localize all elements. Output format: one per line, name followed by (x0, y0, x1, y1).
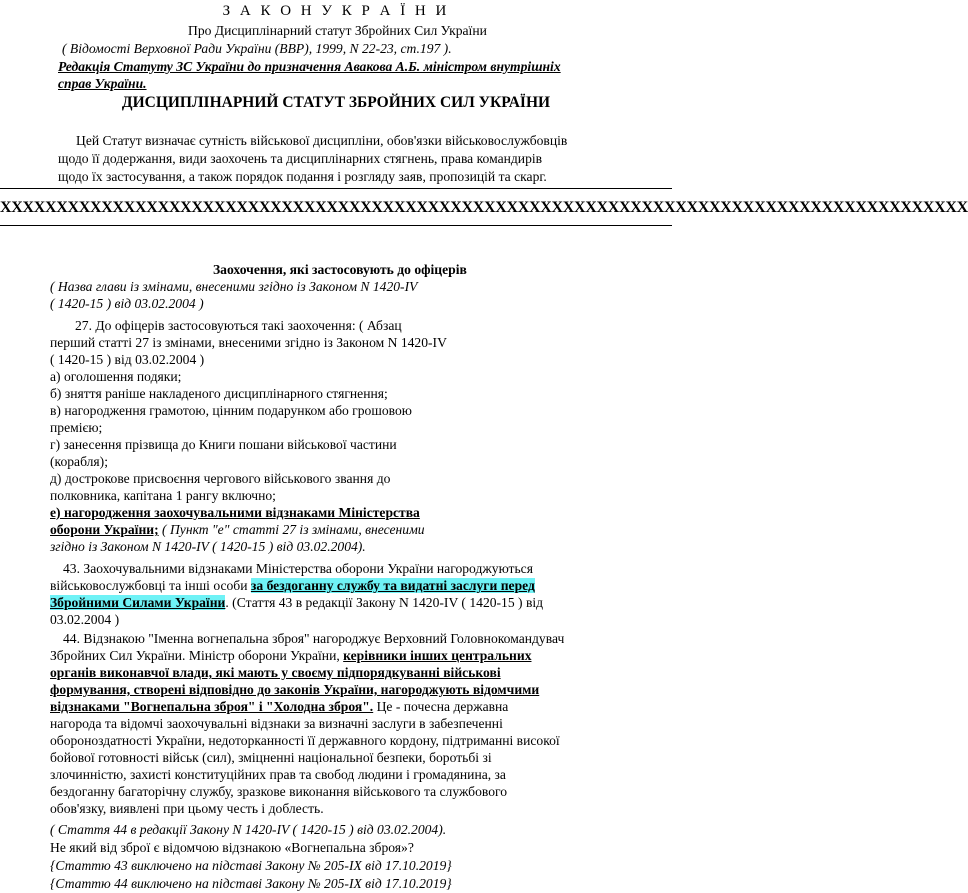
statute-title: ДИСЦИПЛІНАРНИЙ СТАТУТ ЗБРОЙНИХ СИЛ УКРАЇНИ (121, 94, 551, 111)
article-44-line-4: формування, створені відповідно до законів України, нагороджують відомчими (50, 682, 540, 697)
article-43-line-3-text: . (Стаття 43 в редакції Закону N 1420-IV ( 1420-15 ) від (225, 595, 544, 610)
article-44-line-2-text: Збройних Сил України. Міністр оборони України, (50, 648, 344, 663)
article-44-line-7: обороноздатності України, недоторканності її державного кордону, підтриманні високої (50, 733, 560, 748)
article-27-item-v-line-2: премією; (50, 420, 103, 435)
top-divider (0, 188, 672, 189)
article-44-note: ( Стаття 44 в редакції Закону N 1420-IV ( 1420-15 ) від 03.02.2004). (50, 822, 447, 837)
article-44-line-9: злочинністю, захисті конституційних прав та свобод людини і громадянина, за (50, 767, 506, 782)
article-44-line-10: бездоганну багаторічну службу, зразкове виконання військового та службового (50, 784, 508, 799)
article-27-line-2: перший статті 27 із змінами, внесеними згідно із Законом N 1420-IV (50, 335, 447, 350)
article-44-line-6: нагорода та відомчі заохочувальні відзнаки за визначні заслуги в забезпеченні (50, 716, 503, 731)
separator-row: XXXXXXXXXXXXXXXXXXXXXXXXXXXXXXXXXXXXXXXXXXXXXXXXXXXXXXXXXXXXXXXXXXXXXXXXXXXXXXXXXXXXXX (0, 199, 968, 216)
article-44-line-1: 44. Відзнакою "Іменна вогнепальна зброя" нагороджує Верховний Головнокомандувач (63, 631, 565, 646)
law-heading: З А К О Н У К Р А Ї Н И (222, 3, 450, 19)
intro-line-3: щодо їх застосування, а також порядок подання і розгляду заяв, пропозицій та скарг. (58, 169, 547, 184)
article-27-item-g-line-1: г) занесення прізвища до Книги пошани військової частини (50, 437, 397, 452)
article-43-line-2-text: військовослужбовці та інші особи (50, 578, 251, 593)
article-27-item-e-line-1: е) нагородження заохочувальними відзнаками Міністерства (50, 505, 420, 520)
article-27-item-e-line-2 (50, 521, 425, 538)
article-43-line-3 (50, 594, 543, 611)
intro-line-2: щодо її додержання, види заохочень та дисциплінарних стягнень, права командирів (58, 151, 543, 166)
article-27-item-a: а) оголошення подяки; (50, 369, 182, 384)
article-43-highlight-1: за бездоганну службу та видатні заслуги перед (250, 578, 535, 593)
section-note-line-2: ( 1420-15 ) від 03.02.2004 ) (50, 296, 204, 311)
article-44-line-8: бойової готовності військ (сил), зміцненні національної безпеки, боротьбі зі (50, 750, 492, 765)
edition-note-line-2: справ України. (58, 76, 147, 91)
article-27-item-d-line-2: полковника, капітана 1 рангу включно; (50, 488, 276, 503)
article-44-line-11: обов'язку, виявлені при цьому честь і доблесть. (50, 801, 324, 816)
article-44-bold-1: керівники інших центральних (343, 648, 532, 663)
section-title: Заохочення, які застосовують до офіцерів (213, 262, 467, 277)
article-27-item-e-line-3: згідно із Законом N 1420-IV ( 1420-15 ) від 03.02.2004). (50, 539, 366, 554)
article-43-line-2 (50, 577, 535, 594)
article-27-item-e-note: ( Пункт "е" статті 27 із змінами, внесеними (158, 522, 425, 537)
edition-note-line-1: Редакція Статуту ЗС України до призначення Авакова А.Б. міністром внутрішніх (58, 59, 561, 74)
exclusion-article-44: {Статтю 44 виключено на підставі Закону № 205-IX від 17.10.2019} (50, 876, 452, 891)
article-43-highlight-2: Збройними Силами України (50, 595, 226, 610)
article-27-item-b: б) зняття раніше накладеного дисциплінарного стягнення; (50, 386, 388, 401)
article-27-line-1: 27. До офіцерів застосовуються такі заохочення: ( Абзац (75, 318, 402, 333)
bottom-divider (0, 225, 672, 226)
article-27-item-v-line-1: в) нагородження грамотою, цінним подарунком або грошовою (50, 403, 412, 418)
article-44-line-5 (50, 698, 508, 715)
article-44-bold-2: відзнаками "Вогнепальна зброя" і "Холодна зброя". (50, 699, 374, 714)
article-44-line-2 (50, 647, 532, 664)
article-27-item-d-line-1: д) дострокове присвоєння чергового військового звання до (50, 471, 391, 486)
exclusion-article-43: {Статтю 43 виключено на підставі Закону № 205-IX від 17.10.2019} (50, 858, 452, 873)
source-reference: ( Відомості Верховної Ради України (ВВР), 1999, N 22-23, ст.197 ). (62, 41, 452, 56)
article-27-item-e-bold: оборони України; (50, 522, 159, 537)
article-44-line-5-text: Це - почесна державна (373, 699, 509, 714)
intro-line-1: Цей Статут визначає сутність військової дисципліни, обов'язки військовослужбовців (76, 133, 568, 148)
article-27-line-3: ( 1420-15 ) від 03.02.2004 ) (50, 352, 205, 367)
question-line: Не який від зброї є відомчою відзнакою «Вогнепальна зброя»? (50, 840, 414, 855)
law-title: Про Дисциплінарний статут Збройних Сил України (188, 23, 487, 38)
article-44-line-3: органів виконавчої влади, які мають у своєму підпорядкуванні військові (50, 665, 501, 680)
article-43-line-4: 03.02.2004 ) (50, 612, 120, 627)
article-43-line-1: 43. Заохочувальними відзнаками Міністерства оборони України нагороджуються (63, 561, 533, 576)
article-27-item-g-line-2: (корабля); (50, 454, 108, 469)
section-note-line-1: ( Назва глави із змінами, внесеними згідно із Законом N 1420-IV (50, 279, 418, 294)
